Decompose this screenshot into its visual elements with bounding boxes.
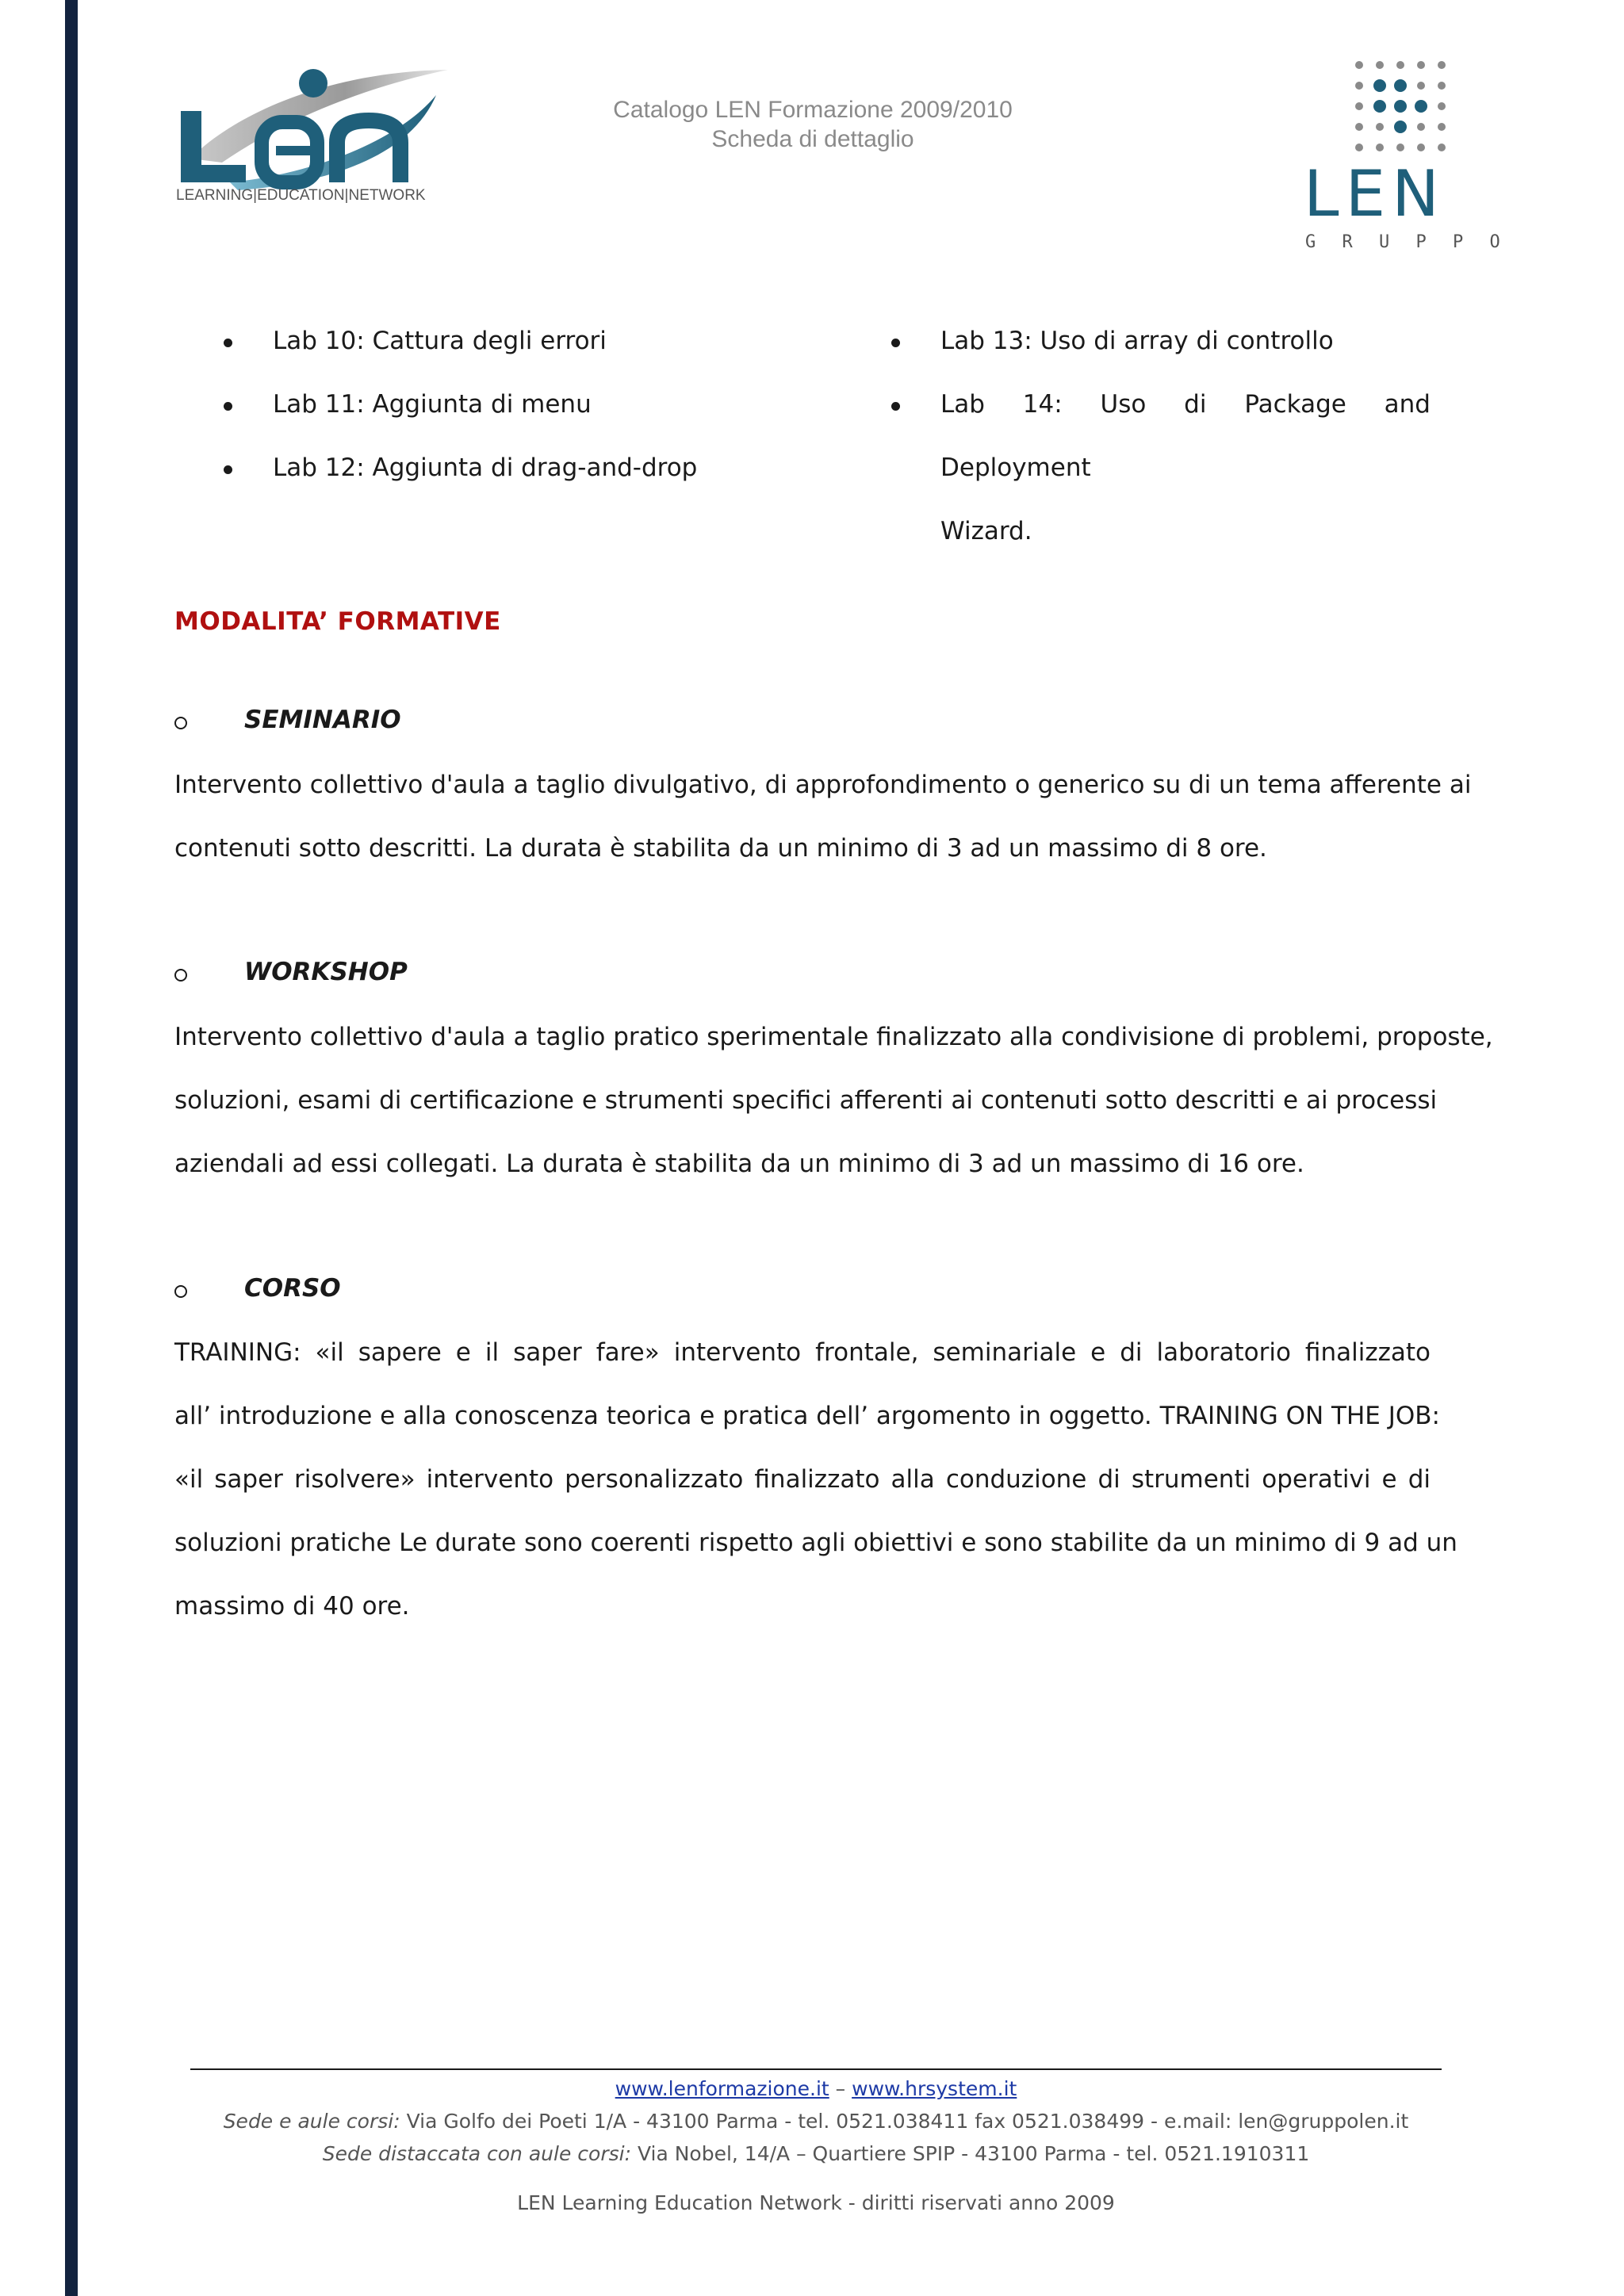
lab-item: Lab 12: Aggiunta di drag-and-drop <box>224 436 842 499</box>
section-title: MODALITA’ FORMATIVE <box>174 607 501 636</box>
sede-address: Via Golfo dei Poeti 1/A - 43100 Parma - tel. 0521.038411 fax 0521.038499 - e.mail: len@gruppolen.it <box>406 2110 1409 2133</box>
footer-link-separator: – <box>835 2077 846 2100</box>
circle-bullet-icon <box>174 1285 187 1298</box>
lab-item: Lab 10: Cattura degli errori <box>224 309 842 373</box>
lab-item-continuation: Wizard. <box>940 517 1032 545</box>
logo-dot <box>1355 123 1363 131</box>
sede-label: Sede e aule corsi: <box>223 2110 400 2133</box>
logo-dot <box>1396 61 1404 69</box>
logo-dot <box>1438 102 1446 110</box>
circle-bullet-icon <box>174 969 187 982</box>
hrsystem-link[interactable]: www.hrsystem.it <box>852 2077 1017 2100</box>
logo-dot <box>1376 61 1384 69</box>
distaccata-address: Via Nobel, 14/A – Quartiere SPIP - 43100 Parma - tel. 0521.1910311 <box>637 2142 1310 2165</box>
lab-list-right <box>891 309 1431 563</box>
logo-dot <box>1355 144 1363 151</box>
logo-dot <box>1394 121 1407 133</box>
footer-sede <box>190 2110 1442 2133</box>
logo-dot <box>1394 100 1407 113</box>
logo-dot <box>1376 144 1384 151</box>
catalog-title: Catalogo LEN Formazione 2009/2010 <box>613 97 1013 123</box>
circle-bullet-icon <box>174 717 187 729</box>
lab-list-left <box>224 309 842 499</box>
lab-item: Lab 14: Uso di Package and Deployment <box>891 373 1431 499</box>
logo-dot <box>1417 61 1425 69</box>
logo-dot <box>1417 144 1425 151</box>
logo-dot <box>1394 79 1407 92</box>
page-left-border <box>65 0 78 2296</box>
logo-dot <box>1417 123 1425 131</box>
logo-dot <box>1376 123 1384 131</box>
logo-dot <box>1355 102 1363 110</box>
distaccata-label: Sede distaccata con aule corsi: <box>322 2142 631 2165</box>
footer-links <box>190 2077 1442 2100</box>
len-logo-caption: LEARNING|EDUCATION|NETWORK <box>176 187 426 204</box>
footer-divider <box>190 2068 1442 2070</box>
catalog-subtitle: Scheda di dettaglio <box>711 126 914 152</box>
bullet-icon <box>224 402 232 411</box>
bullet-icon <box>891 339 900 347</box>
logo-dot <box>1438 144 1446 151</box>
modality-text-corso: TRAINING: «il sapere e il saper fare» intervento frontale, seminariale e di laboratorio finalizzato all’ introduzione e alla conoscenza teorica e pratica dell’ argomento in oggetto. TRAINING ON THE JOB: «il saper risolvere» intervento personalizzato finalizzato alla conduzione di strumenti operativi e di soluzioni pratiche Le durate sono coerenti rispetto agli obiettivi e sono stabilite da un minimo di 9 ad un massimo di 40 ore. <box>174 1338 1457 1621</box>
len-gruppo-sub: G R U P P O <box>1305 232 1508 252</box>
footer-sede-distaccata <box>190 2142 1442 2165</box>
len-gruppo-word: LEN <box>1304 157 1446 231</box>
lab-item: Lab 13: Uso di array di controllo <box>891 309 1431 373</box>
bullet-icon <box>891 402 900 411</box>
footer-copyright: LEN Learning Education Network - diritti riservati anno 2009 <box>517 2191 1115 2214</box>
logo-dot <box>1415 100 1427 113</box>
catalog-header <box>492 95 1134 154</box>
logo-dot <box>1396 144 1404 151</box>
logo-dot <box>1373 100 1386 113</box>
logo-dot <box>1355 82 1363 90</box>
len-gruppo-logo <box>1300 57 1508 255</box>
logo-dot <box>1438 61 1446 69</box>
modality-text-workshop: Intervento collettivo d'aula a taglio pratico sperimentale finalizzato alla condivisione di problemi, proposte, soluzioni, esami di certificazione e strumenti specifici afferenti ai contenuti sotto descritti e ai processi aziendali ad essi collegati. La durata è stabilita da un minimo di 3 ad un massimo di 16 ore. <box>174 1023 1493 1178</box>
bullet-icon <box>224 465 232 474</box>
bullet-icon <box>224 339 232 347</box>
lenformazione-link[interactable]: www.lenformazione.it <box>615 2077 829 2100</box>
lab-item: Lab 11: Aggiunta di menu <box>224 373 842 436</box>
logo-dot <box>1438 82 1446 90</box>
logo-dot <box>1417 82 1425 90</box>
logo-dot <box>1438 123 1446 131</box>
logo-dot <box>1355 61 1363 69</box>
len-logo <box>174 63 460 206</box>
modality-text-seminario: Intervento collettivo d'aula a taglio divulgativo, di approfondimento o generico su di un tema afferente ai contenuti sotto descritti. La durata è stabilita da un minimo di 3 ad un massimo di 8 ore. <box>174 771 1472 863</box>
logo-dot <box>1373 79 1386 92</box>
